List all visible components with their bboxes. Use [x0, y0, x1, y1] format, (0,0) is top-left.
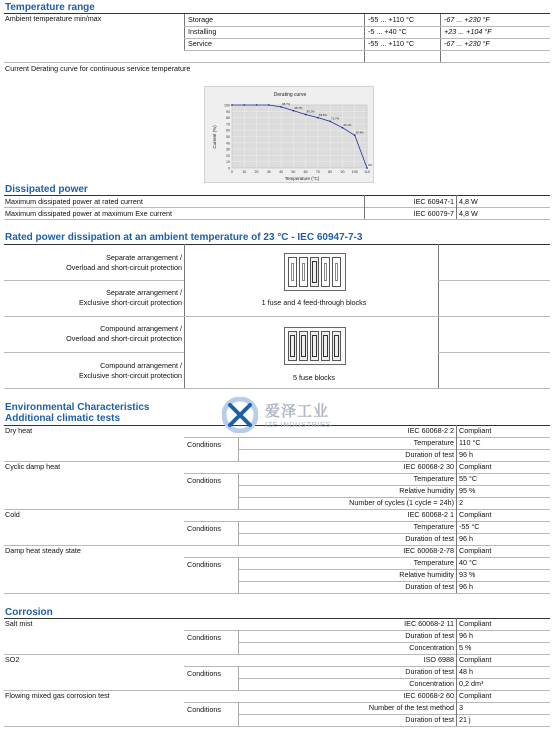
column-divider [456, 690, 457, 726]
column-divider [238, 702, 239, 726]
chart-y-tick-label: 100 [224, 103, 230, 108]
temp-row-name: Storage [188, 15, 214, 24]
condition-value: 5 % [459, 643, 472, 652]
condition-name: Duration of test [405, 582, 454, 591]
chart-x-tick-label: 40 [279, 170, 284, 174]
chart-data-point [268, 104, 270, 106]
chart-x-tick-label: 110 [364, 170, 370, 174]
fuse-caption-1: 1 fuse and 4 feed-through blocks [261, 298, 367, 307]
condition-name: Duration of test [405, 667, 454, 676]
chart-title: Derating curve [273, 92, 307, 98]
column-divider [238, 473, 239, 509]
rated-row-line1: Separate arrangement / [106, 253, 182, 262]
chart-x-tick-label: 20 [254, 170, 259, 174]
conditions-label: Conditions [187, 440, 221, 449]
chart-y-tick-label: 50 [226, 135, 230, 139]
condition-value: -55 °C [459, 522, 480, 531]
condition-name: Duration of test [405, 631, 454, 640]
chart-data-point [231, 104, 233, 106]
chart-x-tick-label: 90 [340, 170, 345, 174]
test-name: Flowing mixed gas corrosion test [5, 691, 110, 700]
chart-y-tick-label: 70 [226, 122, 230, 127]
chart-x-tick-label: 60 [303, 170, 308, 174]
chart-data-point [280, 106, 282, 108]
test-result: Compliant [459, 510, 492, 519]
ize-logo-icon [222, 397, 258, 433]
condition-value: 96 h [459, 631, 473, 640]
chart-y-tick-label: 20 [226, 153, 230, 158]
column-divider [238, 557, 239, 593]
condition-name: Duration of test [405, 534, 454, 543]
test-standard: IEC 60068-2 11 [404, 619, 454, 628]
condition-name: Relative humidity [399, 486, 454, 495]
section-title-dissipated: Dissipated power [5, 184, 88, 195]
chart-x-tick-label: 70 [315, 170, 320, 174]
temp-row-celsius: -55 ... +110 °C [368, 15, 415, 24]
chart-y-tick-label: 80 [226, 116, 230, 121]
test-result: Compliant [459, 426, 492, 435]
test-name: Cyclic damp heat [5, 462, 61, 471]
section-title-climatic: Additional climatic tests [5, 413, 121, 424]
test-result: Compliant [459, 546, 492, 555]
temp-row-celsius: -55 ... +110 °C [368, 39, 415, 48]
column-divider [456, 545, 457, 593]
condition-value: 96 h [459, 582, 473, 591]
column-divider [238, 630, 239, 654]
test-standard: IEC 60068-2 60 [403, 691, 454, 700]
ize-industries-watermark [222, 397, 258, 435]
rated-row-line2: Overload and short-circuit protection [66, 263, 182, 272]
condition-value: 96 h [459, 534, 473, 543]
chart-data-point [354, 134, 356, 136]
chart-data-label: 0% [368, 163, 373, 168]
conditions-label: Conditions [187, 705, 221, 714]
conditions-label: Conditions [187, 669, 221, 678]
column-divider [456, 509, 457, 545]
temp-row-celsius: -5 ... +40 °C [368, 27, 407, 36]
rated-row-line1: Compound arrangement / [100, 324, 182, 333]
condition-name: Temperature [413, 474, 454, 483]
derating-caption: Current Derating curve for continuous service temperature [5, 64, 191, 73]
five-fuse-blocks-image [284, 327, 346, 365]
fuse-caption-2: 5 fuse blocks [293, 373, 335, 382]
chart-x-tick-label: 50 [291, 170, 296, 174]
conditions-label: Conditions [187, 476, 221, 485]
dissipated-row-standard: IEC 60079-7 [413, 209, 454, 218]
rated-row-line2: Exclusive short-circuit protection [78, 371, 182, 380]
row-divider [4, 726, 550, 727]
condition-value: 55 °C [459, 474, 478, 483]
chart-data-point [305, 114, 307, 116]
watermark-en-text: IZE INDUSTRIES [265, 420, 332, 429]
dissipated-row-label: Maximum dissipated power at maximum Exe current [5, 209, 172, 218]
chart-data-label: 66.1% [343, 122, 352, 127]
test-result: Compliant [459, 655, 492, 664]
chart-data-point [243, 104, 245, 106]
condition-value: 40 °C [459, 558, 478, 567]
condition-name: Concentration [409, 643, 454, 652]
test-standard: IEC 60068-2 2 [407, 426, 454, 435]
condition-value: 93 % [459, 570, 476, 579]
column-divider [456, 618, 457, 654]
chart-data-label: 95.7% [294, 105, 303, 110]
chart-y-tick-label: 60 [226, 128, 230, 133]
chart-data-label: 50.4% [355, 130, 364, 135]
rated-row-line2: Exclusive short-circuit protection [78, 298, 182, 307]
test-result: Compliant [459, 619, 492, 628]
condition-value: 95 % [459, 486, 476, 495]
chart-data-point [366, 167, 368, 169]
dissipated-row-label: Maximum dissipated power at rated current [5, 197, 143, 206]
temp-row-fahrenheit: -67 ... +230 °F [444, 39, 490, 48]
conditions-label: Conditions [187, 524, 221, 533]
temp-row-fahrenheit: +23 ... +104 °F [444, 27, 492, 36]
condition-name: Duration of test [405, 450, 454, 459]
test-name: SO2 [5, 655, 20, 664]
condition-value: 21 j [459, 715, 471, 724]
chart-data-point [342, 127, 344, 129]
condition-value: 2 [459, 498, 463, 507]
section-title-corrosion: Corrosion [5, 607, 53, 618]
test-name: Damp heat steady state [5, 546, 81, 555]
chart-plot-area [224, 102, 373, 174]
test-name: Cold [5, 510, 20, 519]
rated-row-line2: Overload and short-circuit protection [66, 334, 182, 343]
conditions-label: Conditions [187, 560, 221, 569]
test-standard: IEC 60068-2 1 [407, 510, 454, 519]
condition-name: Temperature [413, 522, 454, 531]
chart-data-point [256, 104, 258, 106]
column-divider [456, 425, 457, 461]
rated-row-line1: Separate arrangement / [106, 288, 182, 297]
derating-chart [204, 86, 374, 183]
chart-x-axis-label: Temperature (°C) [284, 176, 320, 181]
condition-name: Temperature [413, 558, 454, 567]
conditions-label: Conditions [187, 633, 221, 642]
condition-value: 0,2 dm³ [459, 679, 484, 688]
condition-name: Relative humidity [399, 570, 454, 579]
column-divider [238, 521, 239, 545]
condition-value: 96 h [459, 450, 473, 459]
condition-value: 3 [459, 703, 463, 712]
condition-name: Concentration [409, 679, 454, 688]
test-name: Salt mist [5, 619, 33, 628]
condition-name: Temperature [413, 438, 454, 447]
column-divider [456, 461, 457, 509]
chart-y-tick-label: 90 [226, 109, 230, 114]
chart-x-tick-label: 100 [351, 170, 358, 174]
dissipated-row-value: 4,8 W [459, 209, 478, 218]
section-title-environmental: Environmental Characteristics [5, 402, 150, 413]
chart-data-point [317, 117, 319, 119]
ambient-temp-label: Ambient temperature min/max [5, 14, 102, 23]
chart-data-label: 71.7% [331, 116, 340, 121]
rated-row-line1: Compound arrangement / [100, 361, 182, 370]
chart-y-tick-label: 10 [226, 160, 230, 165]
derating-chart-svg [205, 87, 375, 184]
chart-x-tick-label: 30 [266, 170, 271, 174]
chart-y-tick-label: 40 [226, 141, 230, 146]
chart-y-axis-label: Current (%) [212, 125, 217, 149]
test-result: Compliant [459, 691, 492, 700]
condition-name: Number of the test method [368, 703, 454, 712]
column-divider [456, 654, 457, 690]
temp-row-fahrenheit: -67 ... +230 °F [444, 15, 490, 24]
condition-name: Duration of test [405, 715, 454, 724]
test-standard: IEC 60068-2 30 [403, 462, 454, 471]
test-standard: IEC 60068-2-78 [403, 546, 454, 555]
chart-y-tick-label: 30 [226, 147, 230, 152]
fuse-and-feed-through-blocks-image [284, 253, 346, 291]
condition-value: 48 h [459, 667, 473, 676]
temp-row-name: Installing [188, 27, 217, 36]
section-title-rated: Rated power dissipation at an ambient temperature of 23 °C - IEC 60947-7-3 [5, 232, 363, 243]
section-title-temperature: Temperature range [5, 2, 95, 13]
chart-data-label: 89.2% [306, 109, 315, 114]
dissipated-row-value: 4,8 W [459, 197, 478, 206]
test-standard: ISO 6988 [423, 655, 454, 664]
condition-name: Number of cycles (1 cycle = 24h) [349, 498, 454, 507]
row-divider [4, 593, 550, 594]
chart-x-tick-label: 0 [231, 170, 233, 174]
test-name: Dry heat [5, 426, 33, 435]
chart-data-point [292, 110, 294, 112]
chart-data-label: 98.7% [282, 102, 291, 107]
chart-data-point [329, 120, 331, 122]
column-divider [238, 437, 239, 461]
dissipated-row-standard: IEC 60947-1 [413, 197, 454, 206]
chart-x-tick-label: 80 [328, 170, 333, 174]
chart-y-tick-label: 0 [228, 166, 230, 171]
temp-row-name: Service [188, 39, 212, 48]
chart-data-label: 83.5% [318, 112, 327, 117]
test-result: Compliant [459, 462, 492, 471]
watermark-cn-text: 爱泽工业 [265, 403, 330, 420]
chart-x-tick-label: 10 [242, 170, 247, 174]
condition-value: 110 °C [459, 438, 481, 447]
column-divider [238, 666, 239, 690]
